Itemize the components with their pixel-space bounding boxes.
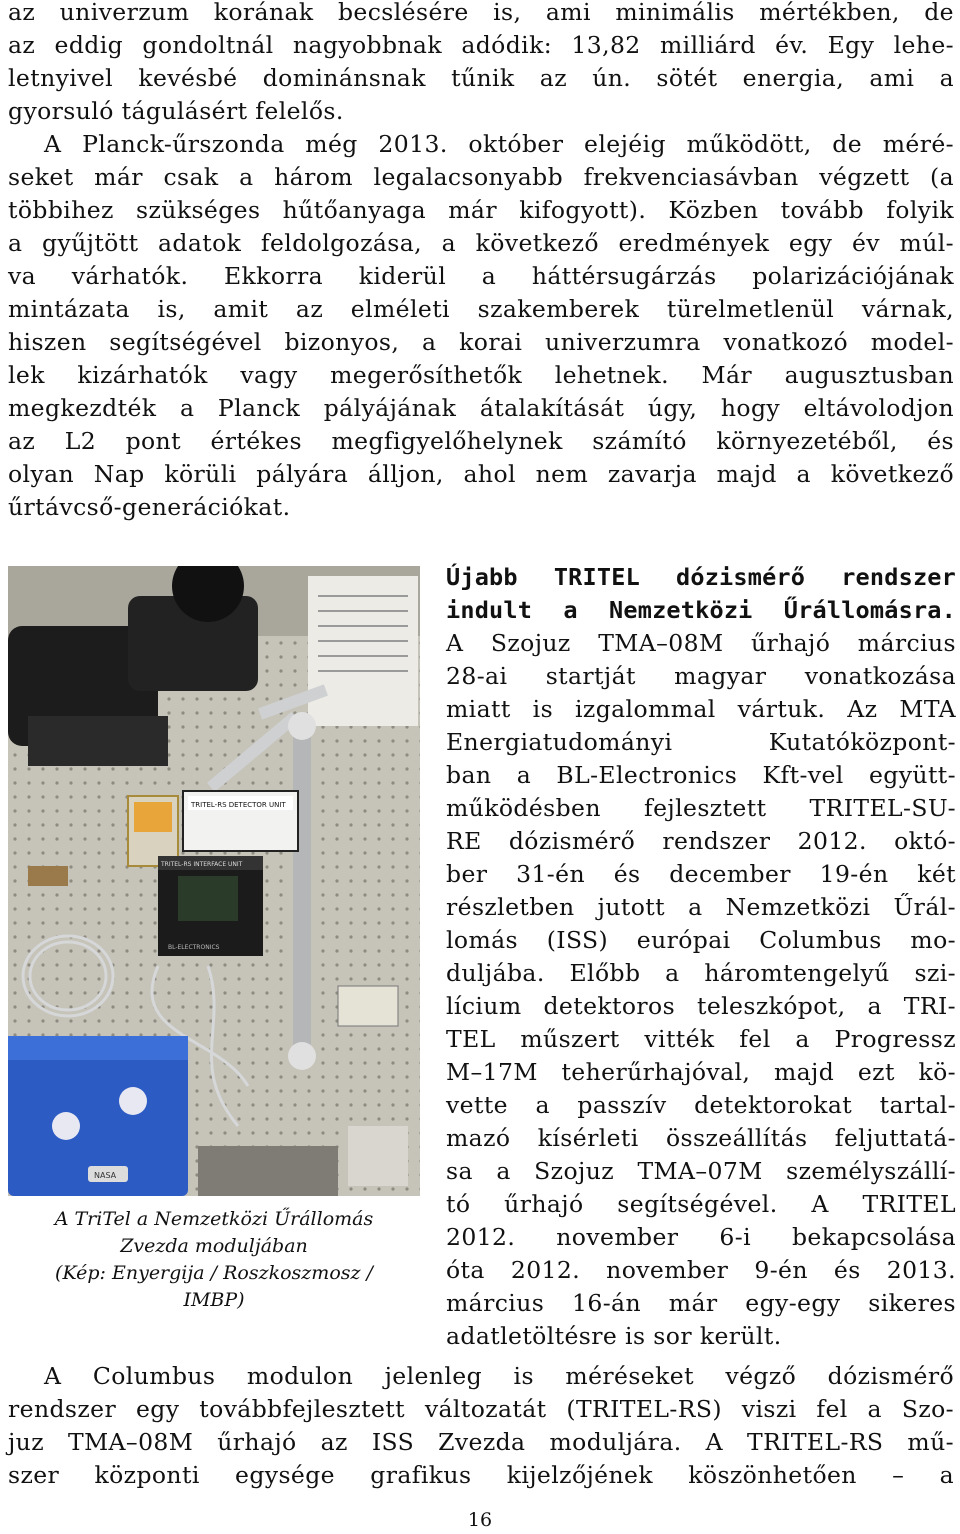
article-line: ban a BL-Electronics Kft-vel együtt- <box>446 761 956 789</box>
article-line: 28-ai startját magyar vonatkozása <box>446 662 956 690</box>
text-line: a gyűjtött adatok feldolgozása, a következő eredmények egy év múl- <box>8 229 954 257</box>
article-line: tó űrhajó segítségével. A TRITEL <box>446 1190 956 1218</box>
text-line: mintázata is, amit az elméleti szakemberek türelmetlenül várnak, <box>8 295 954 323</box>
tritel-interface-unit <box>158 856 263 956</box>
text-line: A Planck-űrszonda még 2013. október elejéig működött, de méré- <box>44 130 954 158</box>
article-line: miatt is izgalommal vártuk. Az MTA <box>446 695 956 723</box>
text-line: hiszen segítségével bizonyos, a korai univerzumra vonatkozó model- <box>8 328 954 356</box>
tritel-photo <box>8 566 420 1196</box>
text-line: többihez szükséges hűtőanyaga már kifogyott). Közben tovább folyik <box>8 196 954 224</box>
article-line: mazó kísérleti összeállítás feljuttatá- <box>446 1124 956 1152</box>
article-line: ber 31-én és december 19-én két <box>446 860 956 888</box>
article-line: óta 2012. november 9-én és 2013. <box>446 1256 956 1284</box>
text-line: olyan Nap körüli pályára álljon, ahol nem zavarja majd a következő <box>8 460 954 488</box>
article-line: részletben jutott a Nemzetközi Űrál- <box>446 893 956 921</box>
article-line: vette a passzív detektorokat tartal- <box>446 1091 956 1119</box>
caption-line: A TriTel a Nemzetközi Űrállomás <box>54 1208 374 1230</box>
text-line: letnyivel kevésbé dominánsnak tűnik az ún. sötét energia, ami a <box>8 64 954 92</box>
article-line: RE dózismérő rendszer 2012. októ- <box>446 827 956 855</box>
article-line: duljába. Előbb a háromtengelyű szi- <box>446 959 956 987</box>
text-line: az univerzum korának becslésére is, ami minimális mértékben, de <box>8 0 954 26</box>
article-line: TEL műszert vitték fel a Progressz <box>446 1025 956 1053</box>
text-line: űrtávcső-generációkat. <box>8 493 291 521</box>
article-line: lomás (ISS) európai Columbus mo- <box>446 926 956 954</box>
text-line: A Columbus modulon jelenleg is méréseket végző dózismérő <box>44 1362 954 1390</box>
article-line: működésben fejlesztett TRITEL-SU- <box>446 794 956 822</box>
maker-label: BL-ELECTRONICS <box>168 944 220 951</box>
text-line: juz TMA–08M űrhajó az ISS Zvezda moduljára. A TRITEL-RS mű- <box>8 1428 954 1456</box>
text-line: megkezdték a Planck pályájának átalakítását úgy, hogy eltávolodjon <box>8 394 954 422</box>
text-line: az L2 pont értékes megfigyelőhelynek számító környezetéből, és <box>8 427 954 455</box>
text-line: va várhatók. Ekkorra kiderül a háttérsugárzás polarizációjának <box>8 262 954 290</box>
blue-bag-shape <box>8 1036 188 1196</box>
article-line: március 16-án már egy-egy sikeres <box>446 1289 956 1317</box>
detector-label: TRITEL-RS DETECTOR UNIT <box>191 801 286 809</box>
article-line: lícium detektoros teleszkópot, a TRI- <box>446 992 956 1020</box>
interface-label: TRITEL-RS INTERFACE UNIT <box>161 861 243 868</box>
text-line: gyorsuló tágulásért felelős. <box>8 97 344 125</box>
article-line: Energiatudományi Kutatóközpont- <box>446 728 956 756</box>
article-heading: indult a Nemzetközi Űrállomásra. <box>446 596 956 624</box>
page-number: 16 <box>467 1509 493 1531</box>
article-line: 2012. november 6-i bekapcsolása <box>446 1223 956 1251</box>
text-line: lek kizárhatók vagy megerősíthetők lehetnek. Már augusztusban <box>8 361 954 389</box>
photo-caption <box>24 1206 404 1314</box>
text-line: az eddig gondoltnál nagyobbnak adódik: 13,82 milliárd év. Egy lehe- <box>8 31 954 59</box>
article-line: sa a Szojuz TMA–07M személyszállí- <box>446 1157 956 1185</box>
bag-sticker-label: NASA <box>94 1171 117 1180</box>
text-line: seket már csak a három legalacsonyabb frekvenciasávban végzett (a <box>8 163 954 191</box>
article-line: A Szojuz TMA–08M űrhajó március <box>446 629 956 657</box>
article-heading: Újabb TRITEL dózismérő rendszer <box>446 563 956 591</box>
text-line: rendszer egy továbbfejlesztett változatát (TRITEL-RS) viszi fel a Szo- <box>8 1395 954 1423</box>
article-line: adatletöltésre is sor került. <box>446 1322 782 1350</box>
article-line: M–17M teherűrhajóval, majd ezt kö- <box>446 1058 956 1086</box>
text-line: szer központi egysége grafikus kijelzőjének köszönhetően – a <box>8 1461 954 1489</box>
tritel-detector-unit <box>183 791 298 851</box>
caption-line: Zvezda moduljában <box>120 1235 308 1257</box>
caption-line: IMBP) <box>183 1289 245 1311</box>
caption-line: (Kép: Enyergija / Roszkoszmosz / <box>55 1262 373 1284</box>
